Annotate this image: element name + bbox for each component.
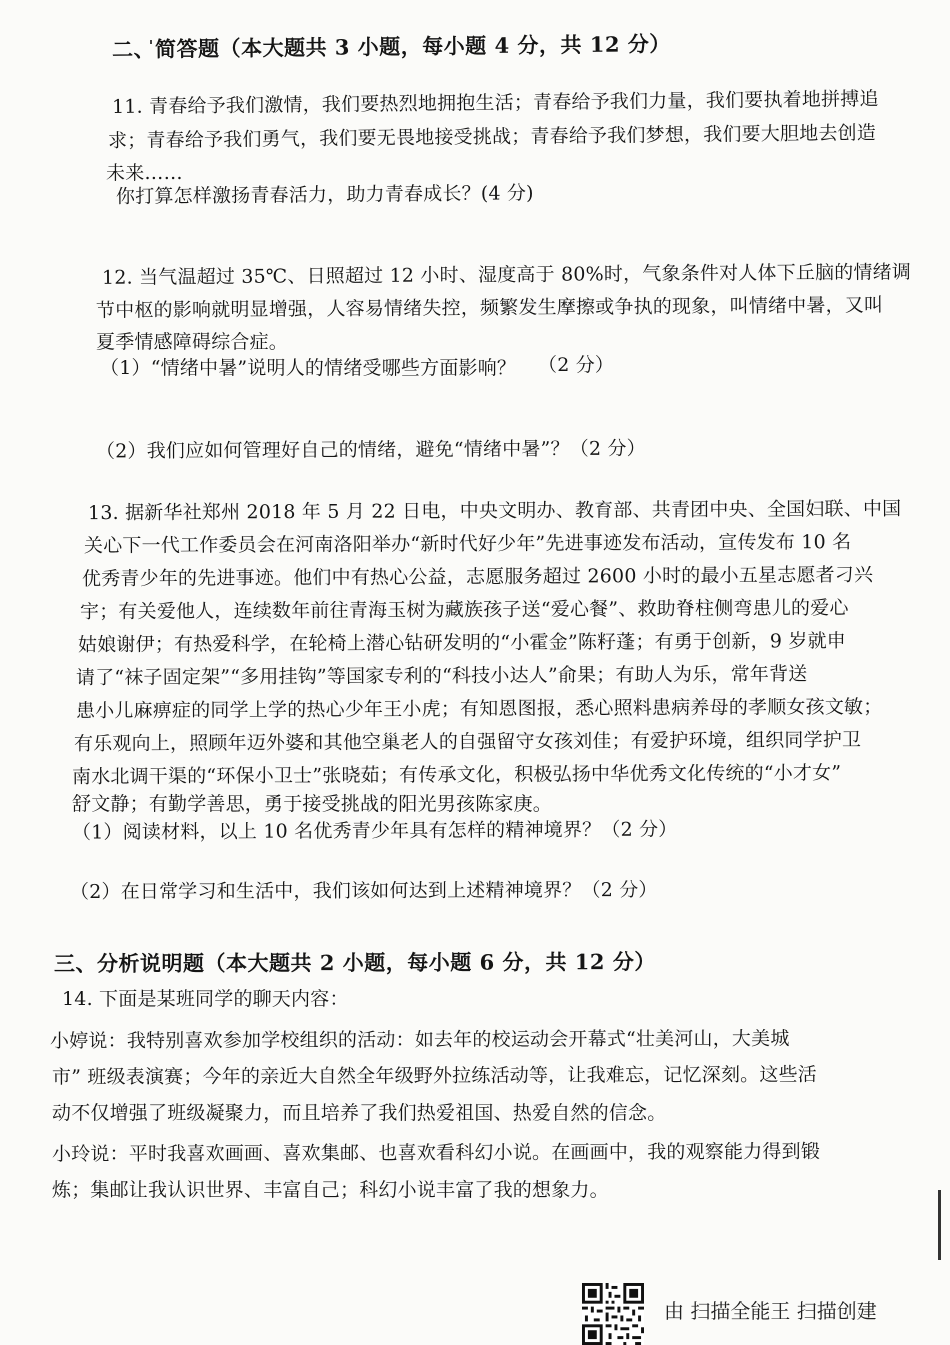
section-two-heading: 二、简答题（本大题共 3 小题，每小题 4 分，共 12 分） bbox=[111, 31, 671, 62]
q12-line-2: 节中枢的影响就明显增强，人容易情绪失控，频繁发生摩擦或争执的现象，叫情绪中暑，又叫 bbox=[95, 294, 884, 322]
q13-line-6: 请了“袜子固定架”“多用挂钩”等国家专利的“科技小达人”俞果；有助人为乐，常年背送 bbox=[75, 663, 808, 689]
q13-line-4: 宇；有关爱他人，连续数年前往青海玉树为藏族孩子送“爱心餐”、救助脊柱侧弯患儿的爱心 bbox=[79, 596, 849, 624]
q14-line-5: 炼；集邮让我认识世界、丰富自己；科幻小说丰富了我的想象力。 bbox=[52, 1179, 609, 1201]
q13-line-2: 关心下一代工作委员会在河南洛阳举办“新时代好少年”先进事迹发布活动，宣传发布 10 名 bbox=[83, 530, 852, 558]
q13-line-9: 南水北调干渠的“环保小卫士”张晓茹；有传承文化，积极弘扬中华优秀文化传统的“小才女” bbox=[71, 761, 842, 789]
q12-sub-1: （1）“情绪中暑”说明人的情绪受哪些方面影响？ bbox=[100, 357, 517, 379]
q14-line-4: 小玲说：平时我喜欢画画、喜欢集邮、也喜欢看科幻小说。在画画中，我的观察能力得到锻 bbox=[51, 1140, 821, 1166]
q13-line-7: 患小儿麻痹症的同学上学的热心少年王小虎；有知恩图报，悉心照料患病养母的孝顺女孩文敏； bbox=[75, 695, 883, 723]
q11-question: 你打算怎样激扬青春活力，助力青春成长？(4 分) bbox=[115, 182, 534, 208]
q13-line-1: 13. 据新华社郑州 2018 年 5 月 22 日电，中央文明办、教育部、共青团中央、全国妇联、中国 bbox=[87, 497, 902, 525]
q12-line-3: 夏季情感障碍综合症。 bbox=[96, 331, 289, 353]
q13-line-8: 有乐观向上，照顾年迈外婆和其他空巢老人的自强留守女孩刘佳；有爱护环境，组织同学护卫 bbox=[73, 728, 862, 756]
q12-line-1: 12. 当气温超过 35℃、日照超过 12 小时、湿度高于 80%时，气象条件对人体下丘脑的情绪调 bbox=[101, 261, 912, 289]
q11-line-3: 未来…… bbox=[106, 162, 183, 184]
q11-line-2: 求；青春给予我们勇气，我们要无畏地接受挑战；青春给予我们梦想，我们要大胆地去创造 bbox=[107, 121, 877, 153]
q13-sub-2: （2）在日常学习和生活中，我们该如何达到上述精神境界？（2 分） bbox=[69, 878, 658, 904]
scan-edge-mark bbox=[938, 1190, 941, 1260]
section-three-heading: 三、分析说明题（本大题共 2 小题，每小题 6 分，共 12 分） bbox=[53, 948, 656, 977]
q13-line-10: 舒文静；有勤学善思，勇于接受挑战的阳光男孩陈家庚。 bbox=[72, 793, 553, 815]
q13-sub-1: （1）阅读材料，以上 10 名优秀青少年具有怎样的精神境界？（2 分） bbox=[71, 818, 678, 844]
q12-sub-2: （2）我们应如何管理好自己的情绪，避免“情绪中暑”？（2 分） bbox=[95, 437, 646, 463]
scanner-watermark-text: 由 扫描全能王 扫描创建 bbox=[664, 1299, 877, 1323]
q14-line-1: 小婷说：我特别喜欢参加学校组织的活动：如去年的校运动会开幕式“壮美河山，大美城 bbox=[49, 1027, 790, 1053]
q14-line-2: 市” 班级表演赛；今年的亲近大自然全年级野外拉练活动等，让我难忘，记忆深刻。这些活 bbox=[51, 1063, 818, 1089]
q13-line-5: 姑娘谢伊；有热爱科学，在轮椅上潜心钻研发明的“小霍金”陈籽蓬；有勇于创新，9 岁就申 bbox=[77, 629, 847, 657]
qr-code-icon bbox=[582, 1283, 644, 1345]
q13-line-3: 优秀青少年的先进事迹。他们中有热心公益，志愿服务超过 2600 小时的最小五星志愿者刁兴 bbox=[81, 563, 874, 591]
q14-intro: 14. 下面是某班同学的聊天内容： bbox=[62, 988, 349, 1010]
q12-sub-1-score: （2 分） bbox=[538, 354, 615, 376]
q14-line-3: 动不仅增强了班级凝聚力，而且培养了我们热爱祖国、热爱自然的信念。 bbox=[52, 1102, 667, 1124]
q11-line-1: 11. 青春给予我们激情，我们要热烈地拥抱生活；青春给予我们力量，我们要执着地拼搏追 bbox=[111, 87, 879, 119]
